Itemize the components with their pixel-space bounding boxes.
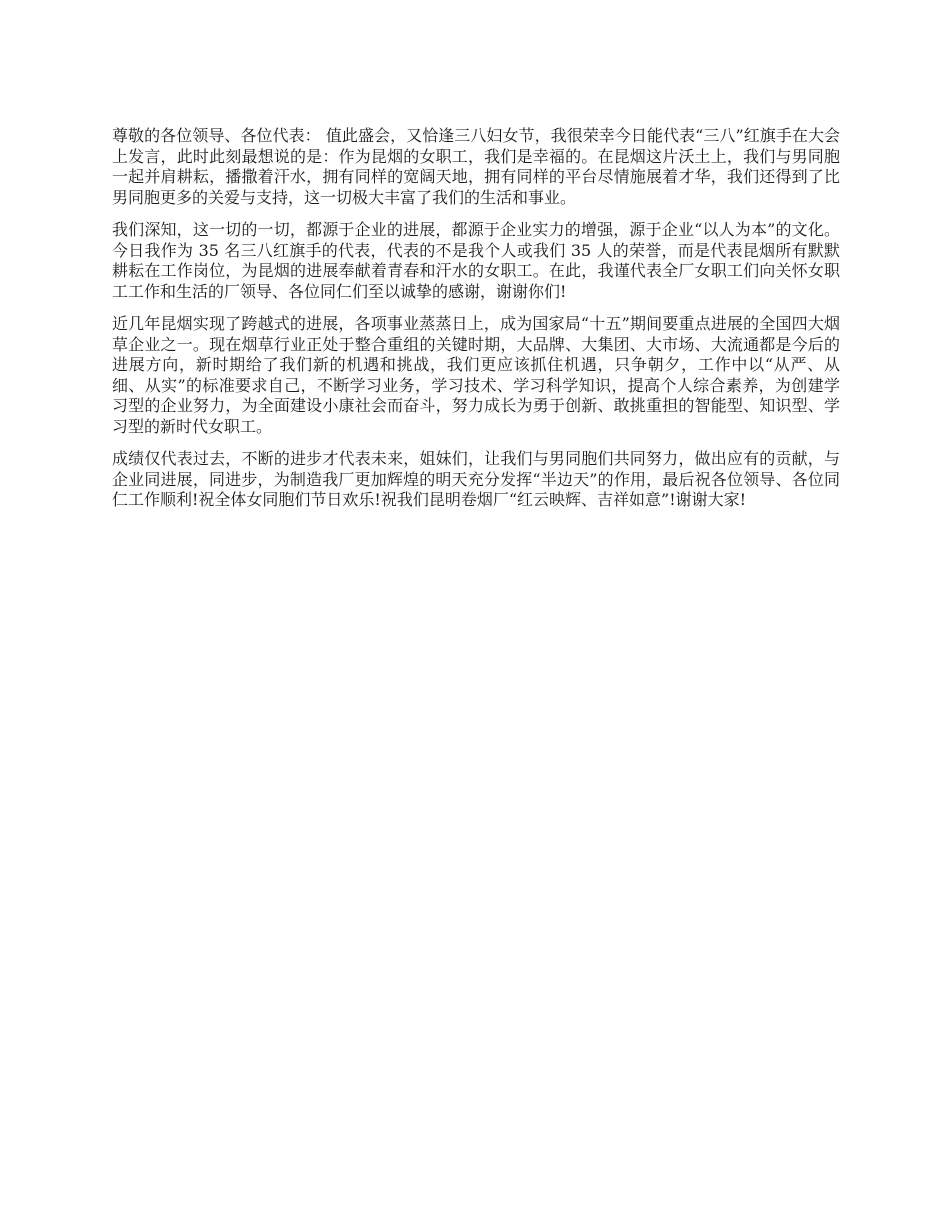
paragraph-gratitude: 我们深知，这一切的一切，都源于企业的进展，都源于企业实力的增强，源于企业“以人为本”的文化。今日我作为 35 名三八红旗手的代表，代表的不是我个人或我们 35 人的荣誉，而是代表昆烟所有默默耕耘在工作岗位，为昆烟的进展奉献着青春和汗水的女职工。在此，我谨代表全厂女职工们向关怀女职工工作和生活的厂领导、各位同仁们至以诚挚的感谢，谢谢你们! bbox=[112, 220, 840, 301]
document-body bbox=[112, 126, 840, 523]
paragraph-greeting: 尊敬的各位领导、各位代表： 值此盛会，又恰逢三八妇女节，我很荣幸今日能代表“三八”红旗手在大会上发言，此时此刻最想说的是：作为昆烟的女职工，我们是幸福的。在昆烟这片沃土上，我们与男同胞一起并肩耕耘，播撒着汗水，拥有同样的宽阔天地，拥有同样的平台尽情施展着才华，我们还得到了比男同胞更多的关爱与支持，这一切极大丰富了我们的生活和事业。 bbox=[112, 126, 840, 207]
paragraph-closing: 成绩仅代表过去，不断的进步才代表未来，姐妹们，让我们与男同胞们共同努力，做出应有的贡献，与企业同进展，同进步，为制造我厂更加辉煌的明天充分发挥“半边天”的作用，最后祝各位领导、各位同仁工作顺利!祝全体女同胞们节日欢乐!祝我们昆明卷烟厂“红云映辉、吉祥如意”!谢谢大家! bbox=[112, 449, 840, 509]
paragraph-development: 近几年昆烟实现了跨越式的进展，各项事业蒸蒸日上，成为国家局“十五”期间要重点进展的全国四大烟草企业之一。现在烟草行业正处于整合重组的关键时期，大品牌、大集团、大市场、大流通都是今后的进展方向，新时期给了我们新的机遇和挑战，我们更应该抓住机遇，只争朝夕，工作中以“从严、从细、从实”的标准要求自己，不断学习业务，学习技术、学习科学知识，提高个人综合素养，为创建学习型的企业努力，为全面建设小康社会而奋斗，努力成长为勇于创新、敢挑重担的智能型、知识型、学习型的新时代女职工。 bbox=[112, 314, 840, 436]
